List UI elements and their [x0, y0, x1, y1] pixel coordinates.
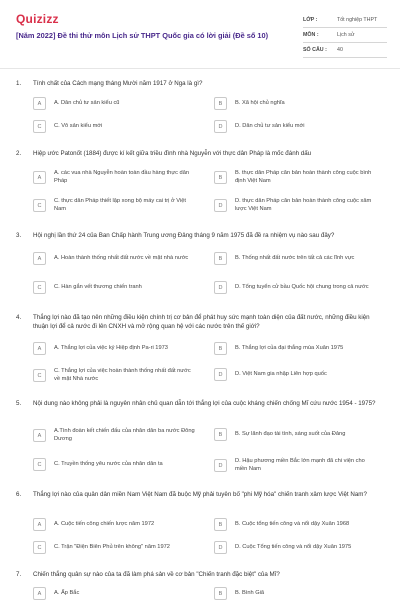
option-a[interactable] — [33, 342, 196, 355]
option-a[interactable] — [33, 518, 196, 531]
option-text: C. Vô sản kiểu mới — [54, 122, 103, 129]
meta-label: SỐ CÂU : — [303, 47, 327, 53]
option-text: D. Việt Nam gia nhập Liên hợp quốc — [235, 370, 327, 377]
option-letter: B — [214, 97, 227, 110]
option-letter: A — [33, 97, 46, 110]
option-letter: C — [33, 120, 46, 133]
option-text: B. Thắng lợi của đại thắng mùa Xuân 1975 — [235, 344, 344, 351]
meta-row-count — [303, 44, 387, 58]
option-a[interactable] — [33, 587, 196, 600]
option-letter: B — [214, 342, 227, 355]
question-text: Thắng lợi nào của quân dân miền Nam Việt Nam đã buộc Mỹ phải tuyên bố "phi Mỹ hóa" chiến tranh xâm lược Việt Nam? — [33, 491, 367, 498]
option-letter: C — [33, 281, 46, 294]
option-letter: B — [214, 171, 227, 184]
option-a[interactable] — [33, 252, 196, 265]
option-d[interactable] — [214, 198, 377, 213]
option-letter: A — [33, 342, 46, 355]
option-letter: D — [214, 459, 227, 472]
option-a[interactable] — [33, 170, 196, 185]
option-d[interactable] — [214, 458, 377, 473]
option-letter: D — [214, 368, 227, 381]
option-text: C. Truyền thống yêu nước của nhân dân ta — [54, 460, 163, 467]
option-letter: B — [214, 518, 227, 531]
option-c[interactable] — [33, 458, 196, 471]
option-b[interactable] — [214, 170, 377, 185]
option-letter: D — [214, 120, 227, 133]
question-number: 5. — [16, 400, 22, 407]
option-letter: D — [214, 199, 227, 212]
option-b[interactable] — [214, 587, 377, 600]
option-text: C. Thắng lợi của việc hoàn thành thống nhất đất nước về mặt Nhà nước — [54, 368, 191, 382]
option-letter: D — [214, 541, 227, 554]
option-text: B. Bình Giã — [235, 589, 265, 596]
header-divider — [0, 68, 400, 69]
option-text: C. Hàn gắn vết thương chiến tranh — [54, 283, 142, 290]
question-text: Hiệp ước Patonốt (1884) được kí kết giữa triều đình nhà Nguyễn với thực dân Pháp là mốc đánh dấu — [33, 150, 312, 157]
question-text: Thắng lợi nào đã tạo nên những điều kiện chính trị cơ bản để phát huy sức mạnh toàn diện của đất nước, những điều kiện thuận lợi để cả nước đi lên CNXH và mở rộng quan hệ với các nước trên thế giới? — [33, 314, 370, 330]
question-number: 4. — [16, 314, 22, 321]
meta-value: Lịch sử — [337, 32, 355, 38]
option-a[interactable] — [33, 428, 196, 443]
option-text: A. Thắng lợi của việc ký Hiệp định Pa-ri 1973 — [54, 344, 168, 351]
quizizz-logo: Quizizz — [16, 12, 59, 26]
option-d[interactable] — [214, 281, 377, 294]
question-number: 2. — [16, 150, 22, 157]
meta-label: LỚP : — [303, 17, 318, 23]
option-letter: A — [33, 171, 46, 184]
question-number: 7. — [16, 571, 22, 578]
option-c[interactable] — [33, 198, 196, 213]
option-b[interactable] — [214, 518, 377, 531]
question-text: Nội dung nào không phải là nguyên nhân chủ quan dẫn tới thắng lợi của cuộc kháng chiến chống Mĩ cứu nước 1954 - 1975? — [33, 400, 376, 407]
option-text: B. Xã hội chủ nghĩa — [235, 99, 285, 106]
option-c[interactable] — [33, 120, 196, 133]
question-number: 3. — [16, 232, 22, 239]
meta-row-class — [303, 14, 387, 28]
option-letter: C — [33, 369, 46, 382]
option-c[interactable] — [33, 541, 196, 554]
option-text: D. Dân chủ tư sản kiểu mới — [235, 122, 305, 129]
option-text: D. Cuộc Tổng tiến công và nổi dậy Xuân 1975 — [235, 543, 352, 550]
option-a[interactable] — [33, 97, 196, 110]
document-header — [0, 0, 400, 66]
option-letter: A — [33, 587, 46, 600]
option-letter: B — [214, 428, 227, 441]
option-d[interactable] — [214, 368, 377, 381]
option-b[interactable] — [214, 428, 377, 441]
option-letter: A — [33, 518, 46, 531]
question-text: Chiến thắng quân sự nào của ta đã làm phá sản về cơ bản "Chiến tranh đặc biệt" của Mĩ? — [33, 571, 280, 578]
option-letter: C — [33, 541, 46, 554]
option-letter: B — [214, 587, 227, 600]
option-letter: D — [214, 281, 227, 294]
option-text: A.Tình đoàn kết chiến đấu của nhân dân ba nước Đông Dương — [54, 428, 195, 442]
option-text: D. thực dân Pháp căn bản hoàn thành công cuộc xâm lược Việt Nam — [235, 198, 372, 212]
option-letter: C — [33, 199, 46, 212]
option-b[interactable] — [214, 252, 377, 265]
meta-label: MÔN : — [303, 32, 319, 38]
document-title: [Năm 2022] Đề thi thử môn Lịch sử THPT Quốc gia có lời giải (Đề số 10) — [16, 31, 269, 40]
option-text: B. thực dân Pháp căn bản hoàn thành công cuộc bình định Việt Nam — [235, 170, 372, 184]
option-text: C. thực dân Pháp thiết lập xong bộ máy cai trị ở Việt Nam — [54, 198, 186, 212]
question-number: 1. — [16, 80, 22, 87]
option-letter: A — [33, 252, 46, 265]
option-text: A. Dân chủ tư sản kiểu cũ — [54, 99, 120, 106]
meta-row-subject — [303, 29, 387, 43]
option-b[interactable] — [214, 97, 377, 110]
meta-panel — [303, 14, 387, 59]
option-text: D. Hậu phương miền Bắc lớn mạnh đã chi viện cho miền Nam — [235, 458, 365, 472]
option-text: A. các vua nhà Nguyễn hoàn toàn đầu hàng thực dân Pháp — [54, 170, 190, 184]
question-number: 6. — [16, 491, 22, 498]
option-d[interactable] — [214, 120, 377, 133]
option-text: A. Hoàn thành thống nhất đất nước về mặt nhà nước — [54, 254, 189, 261]
option-b[interactable] — [214, 342, 377, 355]
meta-value: Tốt nghiệp THPT — [337, 17, 378, 23]
option-c[interactable] — [33, 368, 196, 383]
question-text: Hội nghị lần thứ 24 của Ban Chấp hành Trung ương Đảng tháng 9 năm 1975 đã đề ra nhiệm vụ nào sau đây? — [33, 232, 335, 239]
option-text: B. Thống nhất đất nước trên tất cả các lĩnh vực — [235, 254, 355, 261]
option-text: D. Tổng tuyển cử bầu Quốc hội chung trong cả nước — [235, 283, 369, 290]
option-text: A. Ấp Bắc — [54, 589, 80, 596]
option-letter: C — [33, 458, 46, 471]
option-text: A. Cuộc tiến công chiến lược năm 1972 — [54, 520, 155, 527]
option-letter: B — [214, 252, 227, 265]
option-text: C. Trận "Điện Biên Phủ trên không" năm 1972 — [54, 543, 170, 550]
meta-value: 40 — [337, 47, 343, 53]
option-text: B. Cuộc tổng tiến công và nổi dậy Xuân 1968 — [235, 520, 350, 527]
question-text: Tính chất của Cách mạng tháng Mười năm 1917 ở Nga là gì? — [33, 80, 203, 87]
option-d[interactable] — [214, 541, 377, 554]
option-text: B. Sự lãnh đạo tài tình, sáng suốt của Đảng — [235, 430, 346, 437]
option-letter: A — [33, 429, 46, 442]
option-c[interactable] — [33, 281, 196, 294]
